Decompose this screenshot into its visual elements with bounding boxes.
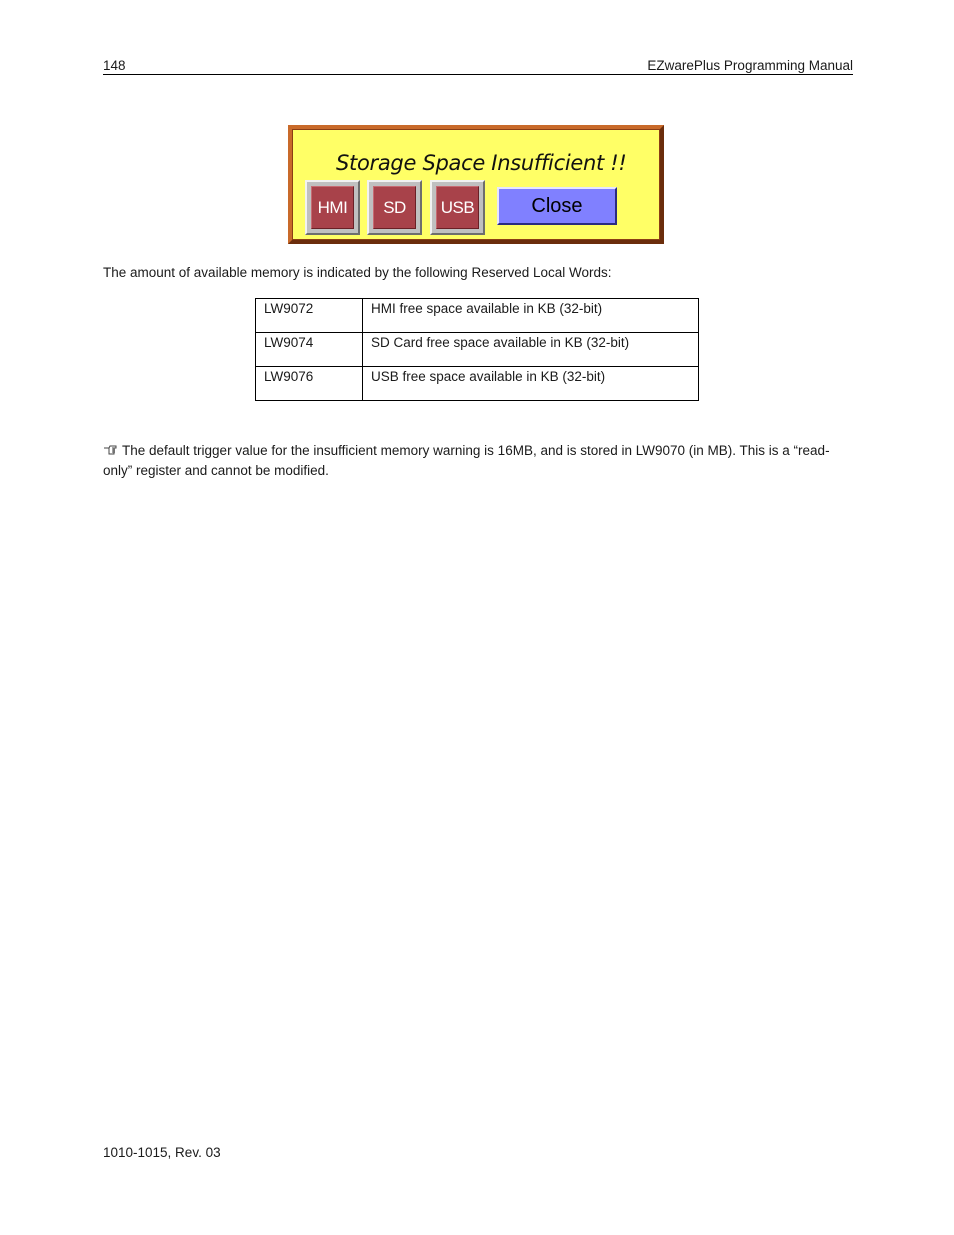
table-cell-address: LW9076 — [256, 367, 363, 401]
usb-button — [430, 180, 485, 235]
note-paragraph — [103, 441, 853, 480]
table-row — [256, 333, 699, 367]
hmi-button-label: HMI — [311, 186, 354, 229]
page-number: 148 — [103, 58, 126, 73]
table-cell-description: HMI free space available in KB (32-bit) — [363, 299, 699, 333]
table-row — [256, 367, 699, 401]
usb-button-label: USB — [436, 186, 479, 229]
table-cell-description: SD Card free space available in KB (32-bit) — [363, 333, 699, 367]
table-row — [256, 299, 699, 333]
page-header — [103, 57, 853, 75]
storage-warning-dialog-figure — [288, 125, 664, 244]
intro-paragraph: The amount of available memory is indicated by the following Reserved Local Words: — [103, 265, 612, 280]
close-button: Close — [497, 187, 617, 225]
manual-title: EZwarePlus Programming Manual — [647, 58, 853, 73]
reserved-words-table — [255, 298, 699, 401]
table-cell-address: LW9074 — [256, 333, 363, 367]
sd-button-label: SD — [373, 186, 416, 229]
hmi-button — [305, 180, 360, 235]
document-revision: 1010-1015, Rev. 03 — [103, 1145, 221, 1160]
table-cell-address: LW9072 — [256, 299, 363, 333]
dialog-title: Storage Space Insufficient !! — [336, 151, 627, 175]
sd-button — [367, 180, 422, 235]
table-cell-description: USB free space available in KB (32-bit) — [363, 367, 699, 401]
pointing-hand-icon — [103, 442, 118, 461]
note-text: The default trigger value for the insufficient memory warning is 16MB, and is stored in LW9070 (in MB). This is a “read-only” register and cannot be modified. — [103, 443, 830, 478]
